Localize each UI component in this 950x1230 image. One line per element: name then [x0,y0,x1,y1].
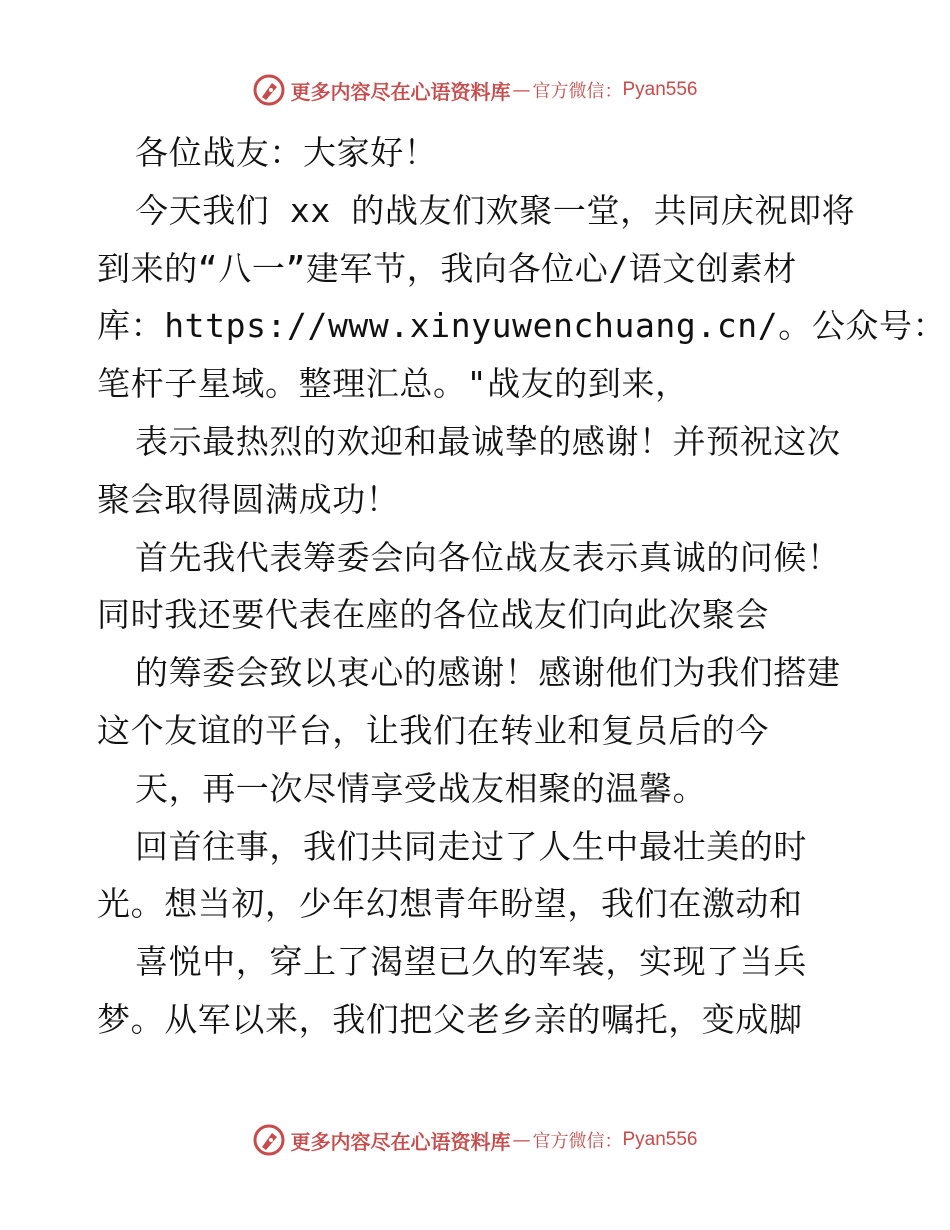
pen-nib-circle-icon [252,1123,286,1157]
text-line: 各位战友：大家好！ [135,133,438,172]
text-line: 的筹委会致以衷心的感谢！感谢他们为我们搭建 [135,653,841,693]
pen-nib-circle-icon [252,73,286,107]
banner-separator: — [512,79,531,101]
text-line: 聚会取得圆满成功！ [97,479,400,519]
text-line: 这个友谊的平台，让我们在转业和复员后的今 [97,710,769,750]
banner-wechat-label: 官方微信： [532,81,623,102]
text-line: 表示最热烈的欢迎和最诚挚的感谢！并预祝这次 [135,421,841,461]
text-line: 同时我还要代表在座的各位战友们向此次聚会 [97,595,769,635]
footer-banner [0,1120,950,1160]
text-line: 首先我代表筹委会向各位战友表示真诚的问候！ [135,537,841,577]
banner-wechat-id: Pyan556 [622,79,698,100]
banner-main-text: 更多内容尽在心语资料库 [290,79,511,104]
text-line: 天，再一次尽情享受战友相聚的温馨。 [135,768,707,808]
text-line: 喜悦中，穿上了渴望已久的军装，实现了当兵 [135,942,807,982]
text-line: 到来的“八一”建军节，我向各位心/语文创素材 [97,248,797,288]
banner-main-text: 更多内容尽在心语资料库 [290,1129,511,1154]
text-line: 光。想当初，少年幻想青年盼望，我们在激动和 [97,884,803,924]
banner-wechat-id: Pyan556 [622,1129,698,1150]
text-line: 库：https://www.xinyuwenchuang.cn/。公众号： [97,306,947,346]
text-line: 笔杆子星域。整理汇总。"战友的到来， [97,364,689,404]
banner-wechat-label: 官方微信： [532,1131,623,1152]
document-body [97,124,947,1049]
banner-separator: — [512,1129,531,1151]
text-line: 梦。从军以来，我们把父老乡亲的嘱托，变成脚 [97,999,803,1039]
text-line: 回首往事，我们共同走过了人生中最壮美的时 [135,826,807,866]
header-banner [0,70,950,110]
text-line: 今天我们 xx 的战友们欢聚一堂，共同庆祝即将 [135,190,856,230]
